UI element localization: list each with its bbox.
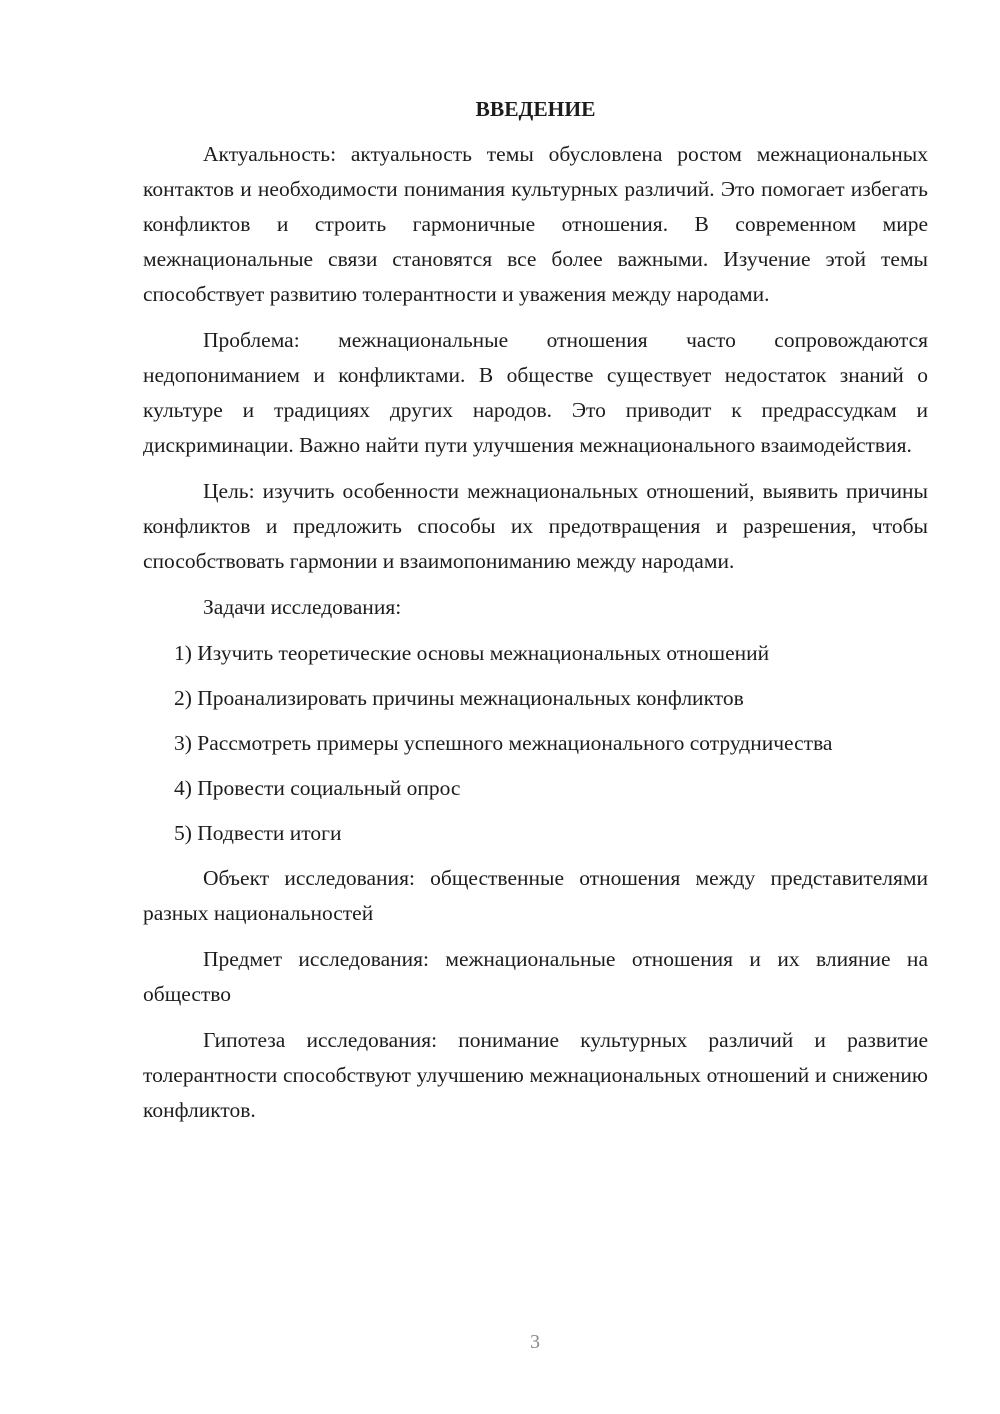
document-body	[143, 92, 928, 1139]
subject-paragraph: Предмет исследования: межнациональные отношения и их влияние на общество	[143, 947, 928, 1006]
goal-paragraph: Цель: изучить особенности межнациональных отношений, выявить причины конфликтов и предложить способы их предотвращения и разрешения, чтобы способствовать гармонии и взаимопониманию между народами.	[143, 479, 928, 573]
task-item-5: 5) Подвести итоги	[174, 821, 342, 845]
relevance-paragraph: Актуальность: актуальность темы обусловлена ростом межнациональных контактов и необходимости понимания культурных различий. Это помогает избегать конфликтов и строить гармоничные отношения. В современном мире межнациональные связи становятся все более важными. Изучение этой темы способствует развитию толерантности и уважения между народами.	[143, 142, 928, 306]
task-item-3: 3) Рассмотреть примеры успешного межнационального сотрудничества	[174, 731, 833, 755]
task-item-4: 4) Провести социальный опрос	[174, 776, 461, 800]
section-title: ВВЕДЕНИЕ	[475, 97, 596, 121]
page-number: 3	[530, 1331, 540, 1353]
tasks-heading: Задачи исследования:	[203, 595, 402, 619]
task-item-2: 2) Проанализировать причины межнациональных конфликтов	[174, 686, 744, 710]
object-paragraph: Объект исследования: общественные отношения между представителями разных национальностей	[143, 866, 928, 925]
task-item-1: 1) Изучить теоретические основы межнациональных отношений	[174, 641, 770, 665]
hypothesis-paragraph: Гипотеза исследования: понимание культурных различий и развитие толерантности способствуют улучшению межнациональных отношений и снижению конфликтов.	[143, 1028, 928, 1122]
problem-paragraph: Проблема: межнациональные отношения часто сопровождаются недопониманием и конфликтами. В обществе существует недостаток знаний о культуре и традициях других народов. Это приводит к предрассудкам и дискриминации. Важно найти пути улучшения межнационального взаимодействия.	[143, 328, 928, 457]
